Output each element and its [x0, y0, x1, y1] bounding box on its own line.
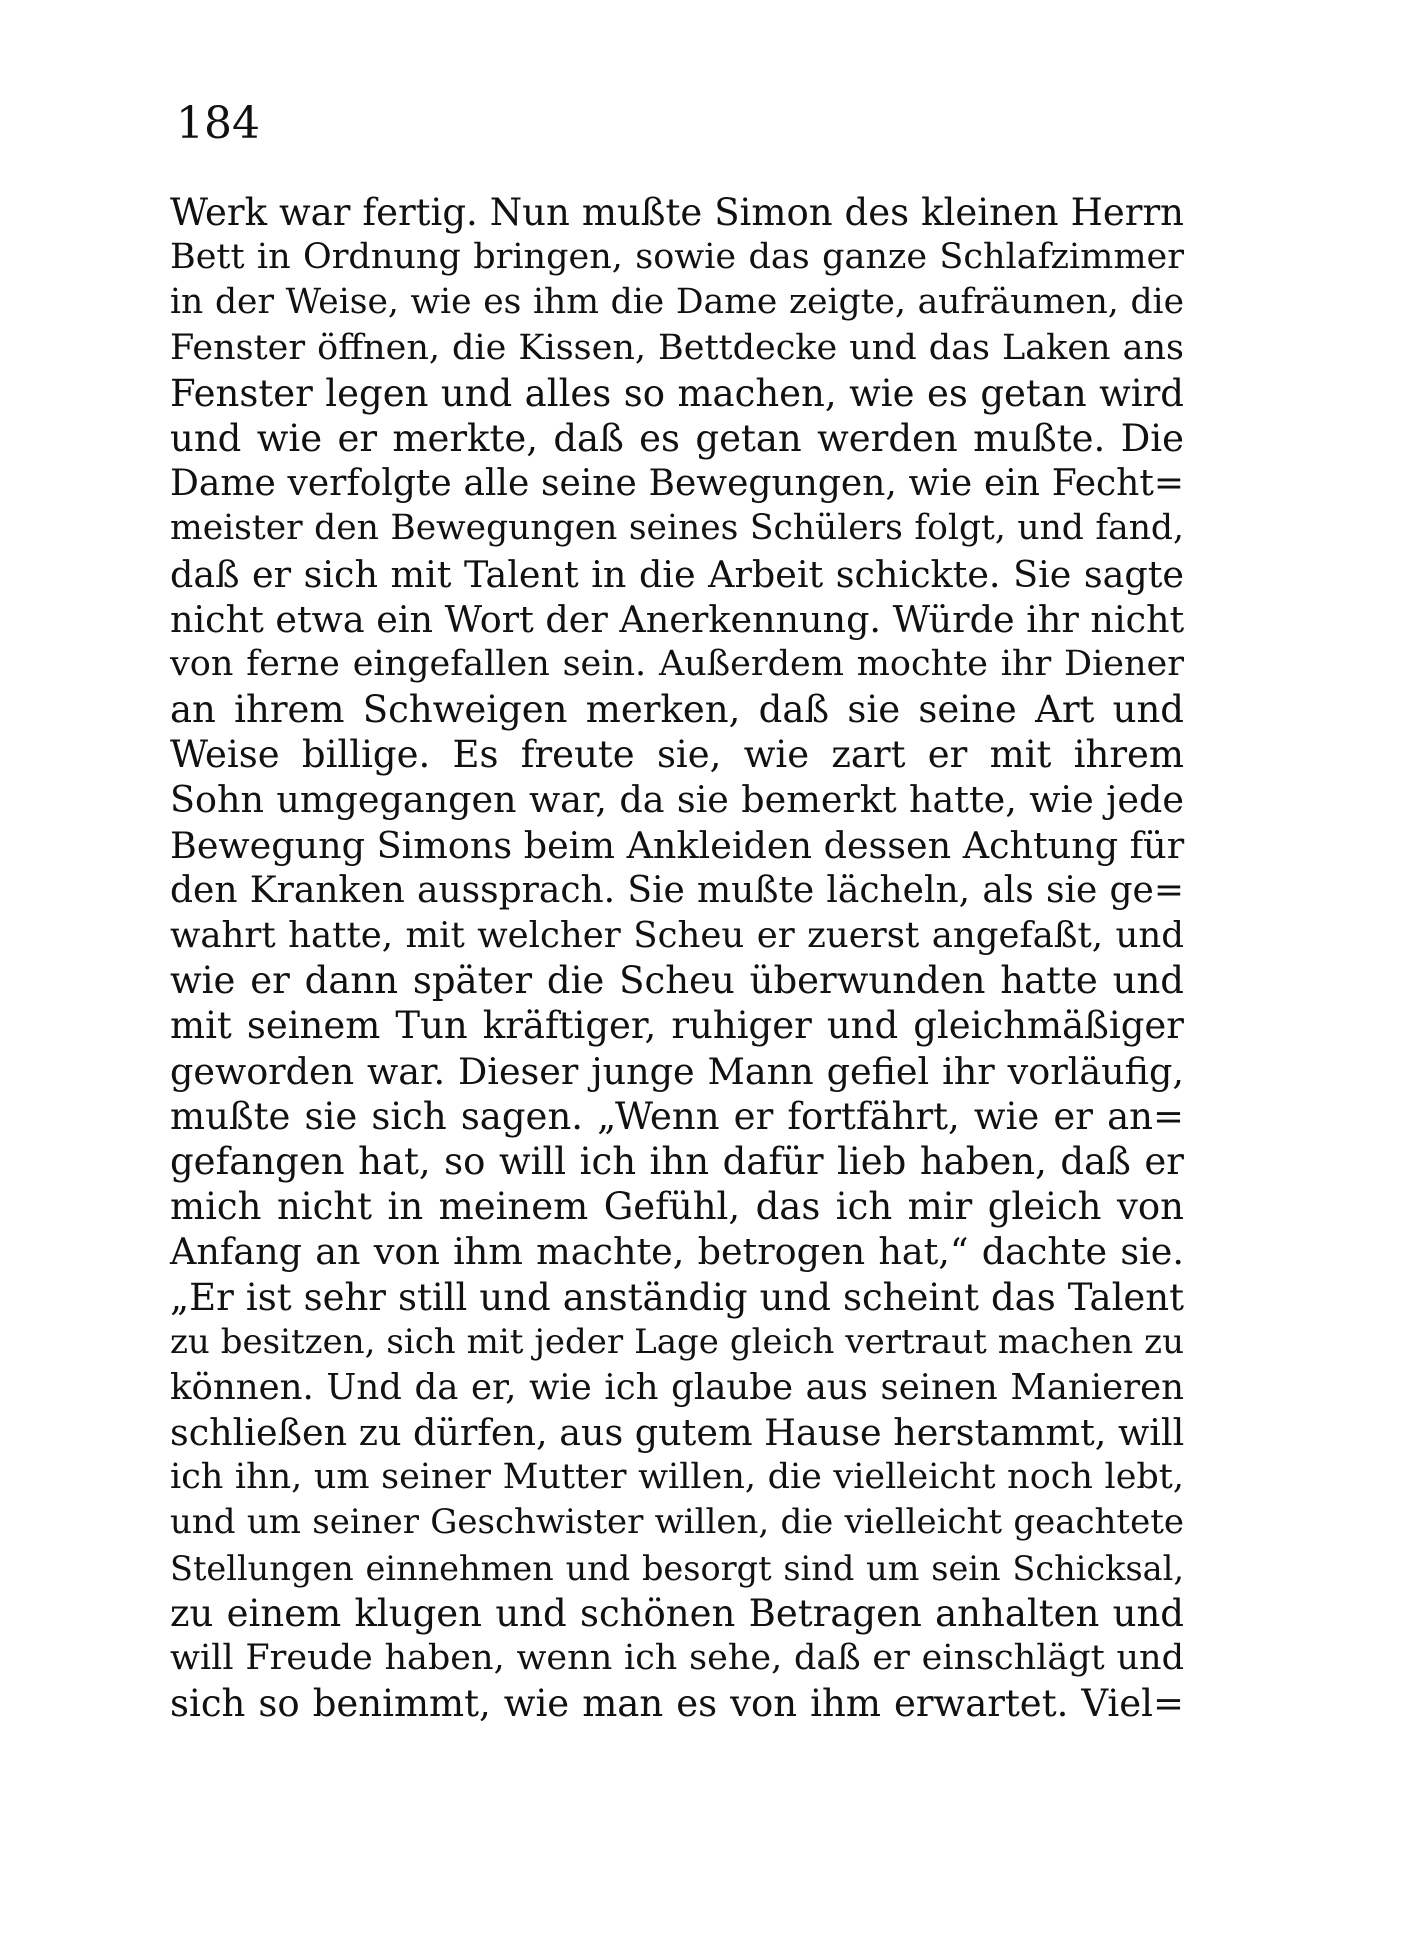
text-line: schließen zu dürfen, aus gutem Hause herstammt, will	[170, 1411, 1185, 1455]
text-line: mußte sie sich sagen. „Wenn er fortfährt, wie er an=	[170, 1094, 1184, 1138]
text-line: Dame verfolgte alle seine Bewegungen, wie ein Fecht=	[170, 463, 1184, 505]
text-line: meister den Bewegungen seines Schülers folgt, und fand,	[170, 508, 1184, 549]
text-line: gefangen hat, so will ich ihn dafür lieb haben, daß er	[170, 1139, 1184, 1183]
text-line: den Kranken aussprach. Sie mußte lächeln, als sie ge=	[170, 869, 1184, 911]
text-line: können. Und da er, wie ich glaube aus seinen Manieren	[170, 1366, 1184, 1408]
text-line: ich ihn, um seiner Mutter willen, die vielleicht noch lebt,	[170, 1457, 1184, 1498]
text-line: will Freude haben, wenn ich sehe, daß er einschlägt und	[170, 1638, 1184, 1678]
text-line: „Er ist sehr still und anständig und scheint das Talent	[170, 1275, 1184, 1319]
text-line: Werk war fertig. Nun mußte Simon des kleinen Herrn	[170, 191, 1184, 234]
text-line: sich so benimmt, wie man es von ihm erwartet. Viel=	[170, 1682, 1184, 1726]
text-line: mit seinem Tun kräftiger, ruhiger und gleichmäßiger	[170, 1004, 1184, 1048]
text-line: Anfang an von ihm machte, betrogen hat,“ dachte sie.	[170, 1230, 1184, 1274]
text-line: Bett in Ordnung bringen, sowie das ganze Schlafzimmer	[170, 237, 1184, 278]
text-line: nicht etwa ein Wort der Anerkennung. Würde ihr nicht	[170, 597, 1185, 641]
text-line: zu einem klugen und schönen Betragen anhalten und	[170, 1591, 1184, 1635]
text-line: in der Weise, wie es ihm die Dame zeigte, aufräumen, die	[170, 282, 1184, 323]
text-line: Sohn umgegangen war, da sie bemerkt hatte, wie jede	[170, 778, 1184, 822]
text-line: und um seiner Geschwister willen, die vielleicht geachtete	[170, 1502, 1184, 1543]
text-line: wahrt hatte, mit welcher Scheu er zuerst angefaßt, und	[170, 915, 1184, 956]
text-line: Bewegung Simons beim Ankleiden dessen Achtung für	[170, 823, 1185, 867]
text-line: Fenster öffnen, die Kissen, Bettdecke und das Laken ans	[170, 327, 1184, 368]
text-line: Weise billige. Es freute sie, wie zart er mit ihrem	[170, 733, 1184, 777]
text-line: wie er dann später die Scheu überwunden hatte und	[170, 959, 1184, 1003]
body-text	[170, 190, 1184, 1726]
text-line: an ihrem Schweigen merken, daß sie seine Art und	[170, 688, 1184, 732]
text-line: Fenster legen und alles so machen, wie es getan wird	[170, 371, 1184, 415]
text-line: und wie er merkte, daß es getan werden mußte. Die	[170, 416, 1184, 460]
text-line: geworden war. Dieser junge Mann gefiel ihr vorläufig,	[170, 1049, 1184, 1093]
text-line: von ferne eingefallen sein. Außerdem mochte ihr Diener	[170, 643, 1184, 684]
text-line: mich nicht in meinem Gefühl, das ich mir gleich von	[170, 1185, 1184, 1229]
text-line: zu besitzen, sich mit jeder Lage gleich vertraut machen zu	[170, 1321, 1184, 1362]
text-line: daß er sich mit Talent in die Arbeit schickte. Sie sagte	[170, 552, 1184, 596]
page-number: 184	[176, 98, 260, 149]
text-line: Stellungen einnehmen und besorgt sind um sein Schicksal,	[170, 1548, 1184, 1588]
